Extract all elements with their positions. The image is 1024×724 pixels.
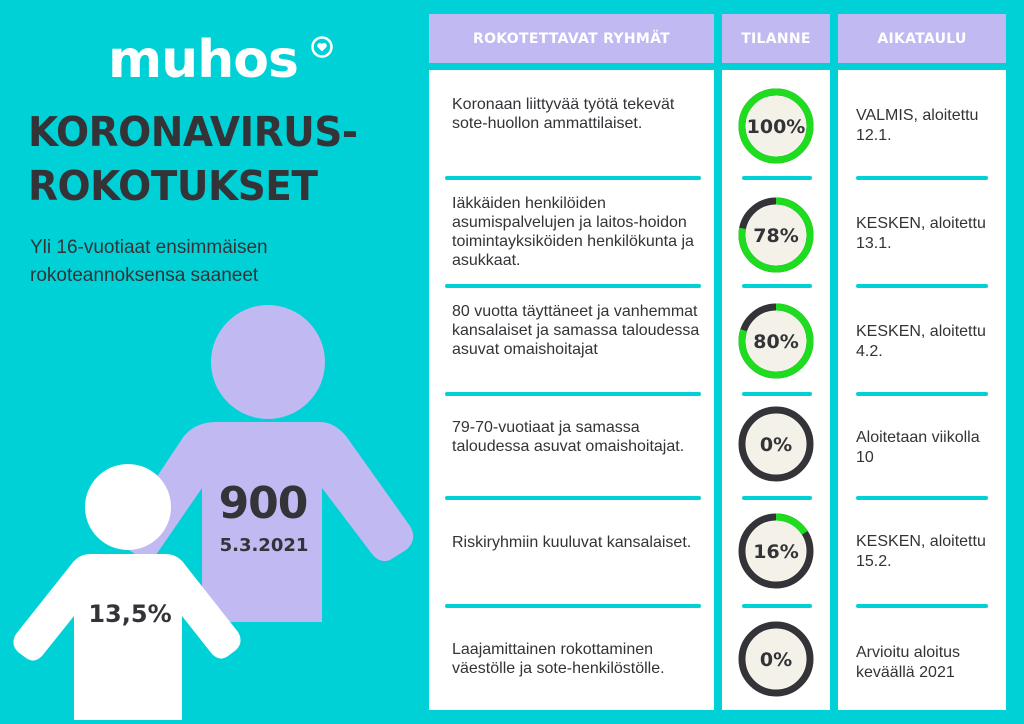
row-separator (856, 496, 988, 500)
progress-label: 80% (753, 331, 799, 353)
schedule-text: KESKEN, aloitettu 4.2. (856, 323, 986, 360)
count-date: 5.3.2021 (219, 535, 309, 556)
header-schedule: AIKATAULU (838, 14, 1006, 63)
row-separator (445, 176, 701, 180)
progress-ring (737, 620, 815, 698)
header-status: TILANNE (722, 14, 830, 63)
progress-ring (737, 196, 815, 274)
schedule-text: KESKEN, aloitettu 13.1. (856, 215, 986, 252)
vaccinated-percent: 13,5% (88, 600, 172, 628)
group-text: Koronaan liittyvää työtä tekevät sote-huollon ammattilaiset. (452, 96, 675, 132)
groups-column (429, 70, 714, 710)
progress-ring (737, 512, 815, 590)
schedule-text: Aloitetaan viikolla 10 (856, 429, 980, 466)
progress-ring (737, 405, 815, 483)
schedule-column (838, 70, 1006, 710)
group-text: 80 vuotta täyttäneet ja vanhemmat kansalaiset ja samassa taloudessa asuvat omaishoitajat (452, 303, 700, 358)
title-line-1: KORONAVIRUS- (28, 108, 358, 156)
subtitle: Yli 16-vuotiaat ensimmäisen rokoteannoksensa saaneet (30, 237, 268, 286)
row-separator (742, 392, 812, 396)
vaccinated-count: 900 (218, 478, 308, 529)
row-separator (742, 496, 812, 500)
row-separator (445, 284, 701, 288)
row-separator (742, 604, 812, 608)
schedule-text: Arvioitu aloitus keväällä 2021 (856, 644, 961, 681)
progress-label: 78% (753, 225, 799, 247)
progress-label: 0% (759, 434, 793, 456)
row-separator (445, 392, 701, 396)
schedule-text: KESKEN, aloitettu 15.2. (856, 533, 986, 570)
progress-ring (737, 87, 815, 165)
group-text: Laajamittainen rokottaminen väestölle ja sote-henkilöstölle. (452, 641, 665, 677)
title-line-2: ROKOTUKSET (28, 162, 318, 210)
row-separator (856, 176, 988, 180)
row-separator (742, 284, 812, 288)
row-separator (856, 392, 988, 396)
group-text: Riskiryhmiin kuuluvat kansalaiset. (452, 534, 692, 551)
row-separator (742, 176, 812, 180)
progress-label: 0% (759, 649, 793, 671)
row-separator (445, 496, 701, 500)
progress-label: 16% (753, 541, 799, 563)
status-column (722, 70, 830, 710)
progress-ring (737, 302, 815, 380)
group-text: 79-70-vuotiaat ja samassa taloudessa asuvat omaishoitajat. (452, 419, 685, 455)
muhos-logo: muhos (108, 30, 298, 90)
row-separator (445, 604, 701, 608)
header-groups: ROKOTETTAVAT RYHMÄT (429, 14, 714, 63)
row-separator (856, 284, 988, 288)
row-separator (856, 604, 988, 608)
schedule-text: VALMIS, aloitettu 12.1. (856, 107, 979, 144)
group-text: Iäkkäiden henkilöiden asumispalvelujen ja laitos-hoidon toimintayksiköiden henkilökunta ja asukkaat. (452, 195, 694, 269)
progress-label: 100% (746, 116, 806, 138)
heart-icon (311, 36, 333, 58)
